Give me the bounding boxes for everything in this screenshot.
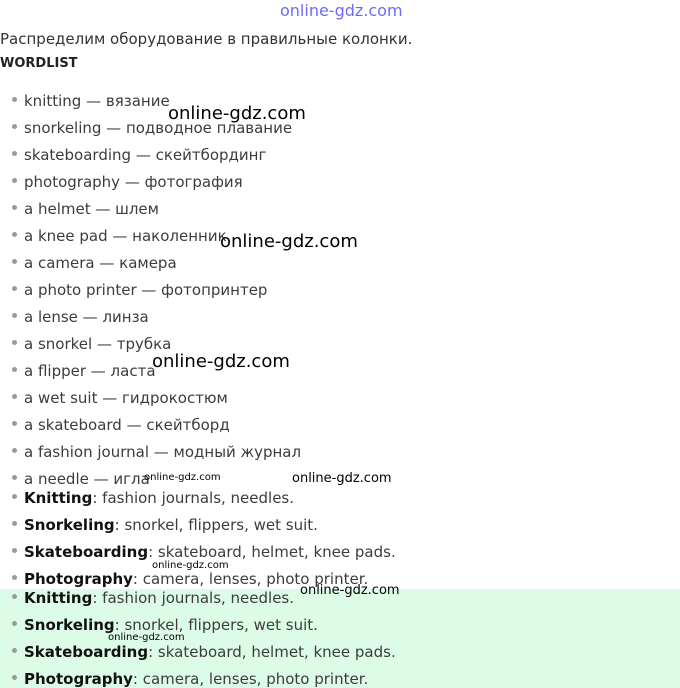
intro-text: Распределим оборудование в правильные колонки. bbox=[0, 30, 413, 48]
bullet-icon bbox=[12, 548, 17, 553]
bullet-icon bbox=[12, 475, 17, 480]
wordlist-item: a flipper — ласта bbox=[12, 362, 156, 380]
bullet-icon bbox=[12, 124, 17, 129]
bullet-icon bbox=[12, 675, 17, 680]
bullet-icon bbox=[12, 313, 17, 318]
bullet-icon bbox=[12, 494, 17, 499]
bullet-icon bbox=[12, 448, 17, 453]
wordlist-item: a knee pad — наколенник bbox=[12, 227, 227, 245]
highlighted-answer-item: Snorkeling: snorkel, flippers, wet suit. bbox=[12, 616, 318, 634]
wordlist-item: a fashion journal — модный журнал bbox=[12, 443, 301, 461]
watermark-text: online-gdz.com bbox=[292, 471, 392, 486]
bullet-icon bbox=[12, 232, 17, 237]
answer-item: Snorkeling: snorkel, flippers, wet suit. bbox=[12, 516, 318, 534]
wordlist-item: a needle — игла bbox=[12, 470, 150, 488]
watermark-text: online-gdz.com bbox=[300, 583, 400, 598]
watermark-text: online-gdz.com bbox=[168, 103, 306, 124]
wordlist-item: a helmet — шлем bbox=[12, 200, 159, 218]
watermark-text: online-gdz.com bbox=[144, 472, 221, 483]
bullet-icon bbox=[12, 259, 17, 264]
bullet-icon bbox=[12, 521, 17, 526]
highlighted-answer-item: Knitting: fashion journals, needles. bbox=[12, 589, 294, 607]
site-watermark-top: online-gdz.com bbox=[280, 1, 403, 20]
highlighted-answer-item: Photography: camera, lenses, photo printer. bbox=[12, 670, 368, 688]
wordlist-item: photography — фотография bbox=[12, 173, 243, 191]
wordlist-item: a snorkel — трубка bbox=[12, 335, 171, 353]
wordlist-item: a lense — линза bbox=[12, 308, 149, 326]
bullet-icon bbox=[12, 648, 17, 653]
bullet-icon bbox=[12, 340, 17, 345]
answer-item: Knitting: fashion journals, needles. bbox=[12, 489, 294, 507]
wordlist-item: skateboarding — скейтбординг bbox=[12, 146, 266, 164]
wordlist-item: a camera — камера bbox=[12, 254, 177, 272]
bullet-icon bbox=[12, 594, 17, 599]
answer-item: Skateboarding: skateboard, helmet, knee pads. bbox=[12, 543, 396, 561]
wordlist-item: a wet suit — гидрокостюм bbox=[12, 389, 228, 407]
wordlist-title: WORDLIST bbox=[0, 56, 78, 71]
bullet-icon bbox=[12, 575, 17, 580]
bullet-icon bbox=[12, 151, 17, 156]
answer-item: Photography: camera, lenses, photo printer. bbox=[12, 570, 368, 588]
bullet-icon bbox=[12, 205, 17, 210]
bullet-icon bbox=[12, 367, 17, 372]
bullet-icon bbox=[12, 286, 17, 291]
bullet-icon bbox=[12, 421, 17, 426]
bullet-icon bbox=[12, 394, 17, 399]
watermark-text: online-gdz.com bbox=[152, 351, 290, 372]
watermark-text: online-gdz.com bbox=[152, 560, 229, 571]
bullet-icon bbox=[12, 178, 17, 183]
watermark-text: online-gdz.com bbox=[108, 632, 185, 643]
wordlist-item: a photo printer — фотопринтер bbox=[12, 281, 267, 299]
wordlist-item: a skateboard — скейтборд bbox=[12, 416, 230, 434]
highlighted-answer-item: Skateboarding: skateboard, helmet, knee pads. bbox=[12, 643, 396, 661]
wordlist-item: snorkeling — подводное плавание bbox=[12, 119, 292, 137]
bullet-icon bbox=[12, 621, 17, 626]
watermark-text: online-gdz.com bbox=[220, 231, 358, 252]
bullet-icon bbox=[12, 97, 17, 102]
wordlist-item: knitting — вязание bbox=[12, 92, 170, 110]
